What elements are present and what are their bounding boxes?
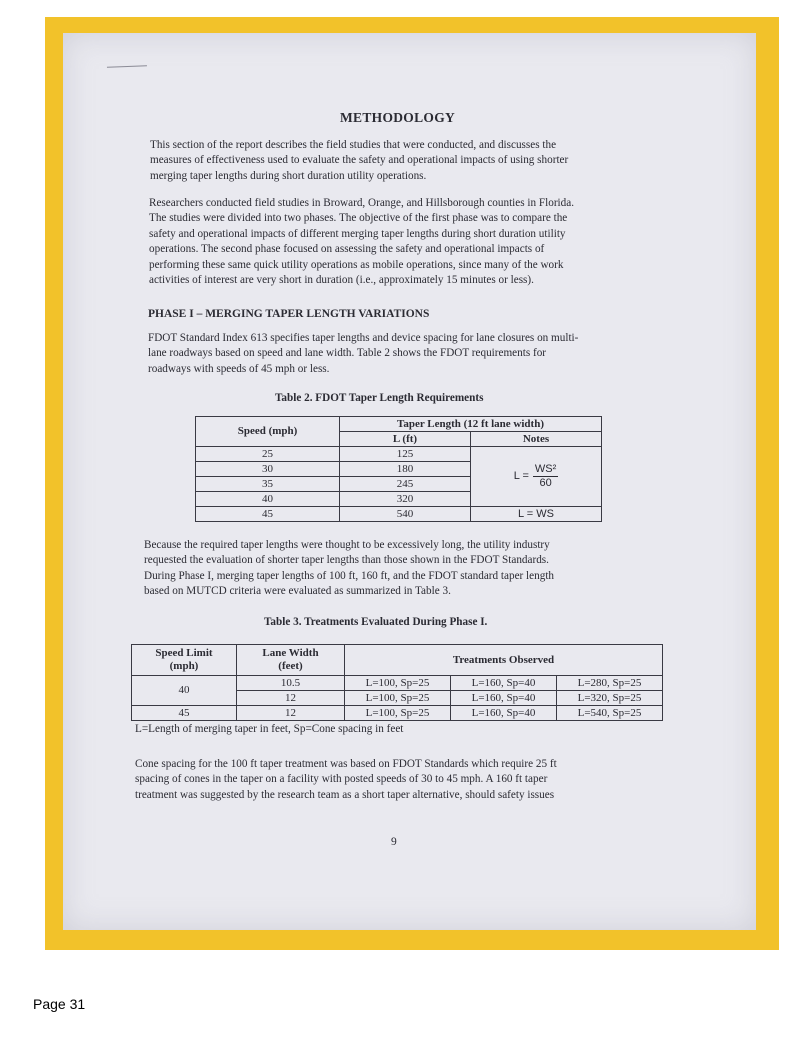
- cone-line: spacing of cones in the taper on a facility with posted speeds of 30 to 45 mph. A 160 ft taper: [135, 773, 548, 786]
- because-line: During Phase I, merging taper lengths of 100 ft, 160 ft, and the FDOT standard taper length: [144, 569, 555, 582]
- formula-fraction: [533, 463, 558, 490]
- treatment-cell: L=160, Sp=40: [451, 706, 557, 721]
- treatment-cell: L=100, Sp=25: [345, 676, 451, 691]
- speed-limit-unit: (mph): [169, 660, 199, 672]
- taper-formula: [514, 463, 559, 490]
- speed-limit-cell: 40: [132, 676, 237, 706]
- fdot-line: FDOT Standard Index 613 specifies taper lengths and device spacing for lane closures on multi-: [148, 332, 579, 344]
- intro-line: merging taper lengths during short duration utility operations.: [150, 169, 427, 182]
- length-cell: 180: [340, 462, 471, 477]
- table-row: [132, 706, 663, 721]
- research-line: operations. The second phase focused on assessing the safety and operational impacts of: [149, 243, 545, 256]
- methodology-heading: METHODOLOGY: [340, 110, 456, 125]
- fdot-line: lane roadways based on speed and lane width. Table 2 shows the FDOT requirements for: [148, 347, 547, 360]
- treatment-cell: L=540, Sp=25: [557, 706, 663, 721]
- treatment-cell: L=100, Sp=25: [345, 691, 451, 706]
- research-paragraph: [149, 196, 574, 288]
- because-line: requested the evaluation of shorter taper lengths than those shown in the FDOT Standards.: [144, 554, 549, 567]
- lane-width-header: [237, 645, 345, 676]
- speed-limit-cell: 45: [132, 706, 237, 721]
- table2-caption: Table 2. FDOT Taper Length Requirements: [275, 392, 484, 404]
- treatment-cell: L=320, Sp=25: [557, 691, 663, 706]
- speed-cell: 25: [196, 447, 340, 462]
- lane-width-cell: 12: [237, 706, 345, 721]
- length-cell: 320: [340, 492, 471, 507]
- because-line: based on MUTCD criteria were evaluated as summarized in Table 3.: [144, 585, 451, 598]
- formula-numerator: WS²: [534, 463, 557, 475]
- lane-width-cell: 12: [237, 691, 345, 706]
- fdot-paragraph: [148, 331, 578, 377]
- because-line: Because the required taper lengths were thought to be excessively long, the utility industry: [144, 539, 550, 551]
- l-ft-header: L (ft): [340, 432, 471, 447]
- page-number: 9: [391, 836, 397, 848]
- page-footer-label: Page 31: [33, 996, 86, 1012]
- length-cell: 245: [340, 477, 471, 492]
- treatment-cell: L=100, Sp=25: [345, 706, 451, 721]
- length-cell: 125: [340, 447, 471, 462]
- table3-caption: Table 3. Treatments Evaluated During Phase I.: [264, 616, 488, 628]
- lane-width-cell: 10.5: [237, 676, 345, 691]
- research-line: Researchers conducted field studies in Broward, Orange, and Hillsborough counties in Florida.: [149, 197, 575, 209]
- formula-lhs: L =: [513, 470, 529, 482]
- treatment-cell: L=280, Sp=25: [557, 676, 663, 691]
- speed-cell: 30: [196, 462, 340, 477]
- because-paragraph: [144, 538, 554, 600]
- treatments-table: [131, 644, 663, 721]
- intro-paragraph: [150, 138, 568, 184]
- taper-length-header: Taper Length (12 ft lane width): [340, 417, 602, 432]
- phase-heading: PHASE I – MERGING TAPER LENGTH VARIATIONS: [148, 308, 430, 320]
- research-line: safety and operational impacts of different merging taper lengths during short duration utility: [149, 227, 566, 240]
- formula-denominator: 60: [539, 477, 552, 489]
- intro-line: measures of effectiveness used to evaluate the safety and operational impacts of using shorter: [150, 154, 569, 167]
- table-row: [196, 447, 602, 462]
- research-line: The studies were divided into two phases. The objective of the first phase was to compare the: [149, 212, 568, 225]
- treatments-header: Treatments Observed: [345, 645, 663, 676]
- length-cell: 540: [340, 507, 471, 522]
- lane-width-label: Lane Width: [262, 647, 319, 659]
- intro-line: This section of the report describes the field studies that were conducted, and discusses the: [150, 139, 557, 151]
- treatment-cell: L=160, Sp=40: [451, 676, 557, 691]
- speed-limit-header: [132, 645, 237, 676]
- fdot-line: roadways with speeds of 45 mph or less.: [148, 362, 330, 375]
- table-row: [132, 676, 663, 691]
- table3-note: L=Length of merging taper in feet, Sp=Cone spacing in feet: [135, 723, 404, 735]
- speed-header: Speed (mph): [196, 417, 340, 447]
- taper-length-table: [195, 416, 602, 522]
- table-row: [196, 507, 602, 522]
- research-line: activities of interest are very short in duration (i.e., approximately 15 minutes or less).: [149, 274, 534, 287]
- notes-header: Notes: [471, 432, 602, 447]
- cone-line: treatment was suggested by the research team as a short taper alternative, should safety issues: [135, 788, 555, 801]
- research-line: performing these same quick utility operations as mobile operations, since many of the work: [149, 258, 564, 271]
- formula-cell: [471, 447, 602, 507]
- speed-limit-label: Speed Limit: [155, 647, 213, 659]
- formula-45-cell: L = WS: [471, 507, 602, 522]
- cone-line: Cone spacing for the 100 ft taper treatment was based on FDOT Standards which require 25 ft: [135, 758, 557, 770]
- speed-cell: 45: [196, 507, 340, 522]
- speed-cell: 35: [196, 477, 340, 492]
- cone-paragraph: [135, 757, 557, 803]
- speed-cell: 40: [196, 492, 340, 507]
- lane-width-unit: (feet): [278, 660, 303, 672]
- treatment-cell: L=160, Sp=40: [451, 691, 557, 706]
